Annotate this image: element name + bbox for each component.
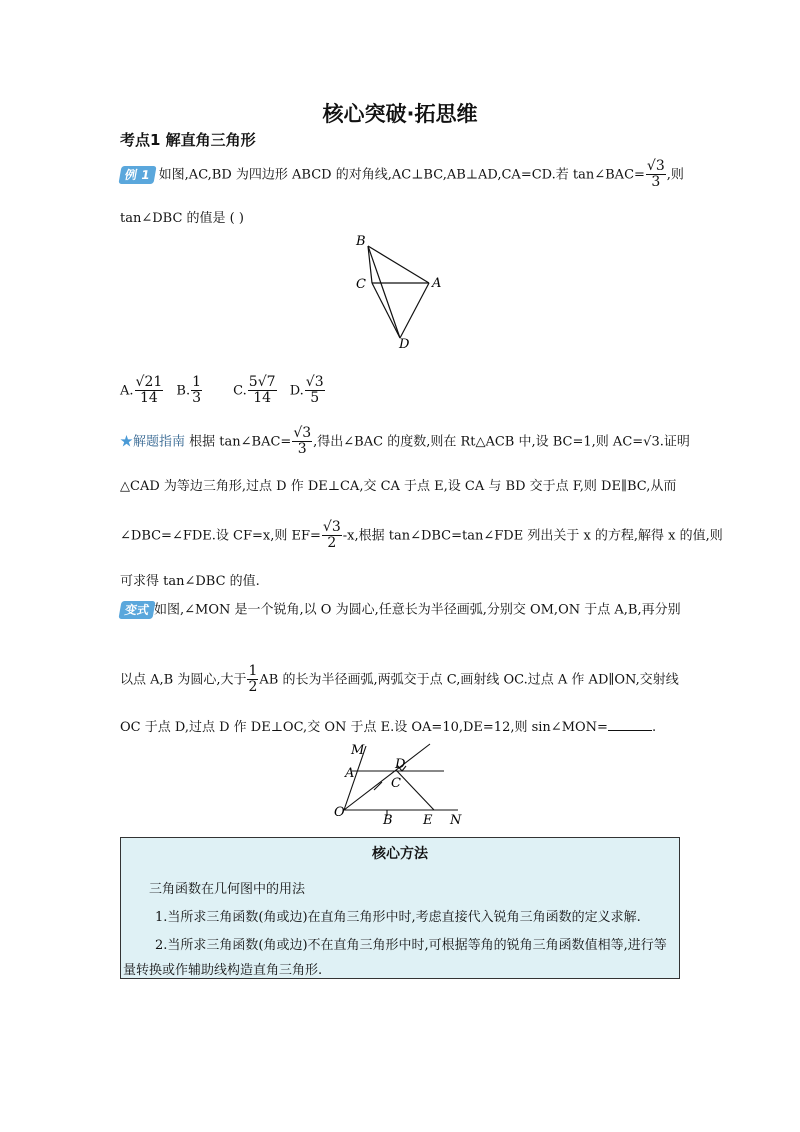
segment-ad	[400, 283, 429, 338]
guide-fraction-3	[322, 520, 342, 552]
quadrilateral-figure	[350, 232, 450, 352]
section-heading: 考点1 解直角三角形	[120, 131, 256, 149]
segment-cd	[372, 283, 400, 338]
option-a-fraction	[135, 375, 164, 407]
option-b-num: 1	[192, 374, 202, 390]
guide-line-4: 可求得 tan∠DBC 的值.	[120, 574, 260, 589]
option-a	[120, 375, 164, 407]
variant-tag: 变式	[118, 601, 155, 619]
variant-line-1	[120, 601, 681, 620]
guide-text-3b: -x,根据 tan∠DBC=tan∠FDE 列出关于 x 的方程,解得 x 的值,则	[342, 528, 723, 544]
option-d-den: 5	[310, 390, 320, 407]
option-a-den: 14	[139, 390, 158, 407]
variant-text-2b: AB 的长为半径画弧,两弧交于点 C,画射线 OC.过点 A 作 AD∥ON,交射线	[259, 672, 679, 688]
guide-fraction-3-den: 2	[327, 535, 337, 552]
option-d	[290, 375, 326, 407]
label-d: D	[399, 337, 410, 352]
fraction-denominator: 3	[651, 174, 661, 191]
guide-line-2: △CAD 为等边三角形,过点 D 作 DE⊥CA,交 CA 于点 E,设 CA 与 BD 交于点 F,则 DE∥BC,从而	[120, 479, 677, 494]
half-den: 2	[248, 679, 258, 696]
tan-bac-fraction	[646, 159, 666, 191]
guide-text-1b: ,得出∠BAC 的度数,则在 Rt△ACB 中,设 BC=1,则 AC=√3.证明	[313, 434, 690, 450]
guide-fraction-3-num: √3	[322, 519, 341, 535]
star-icon: ★	[120, 434, 134, 450]
option-b-label: B.	[176, 383, 191, 399]
variant-line-2	[120, 664, 679, 696]
variant-text-1: 如图,∠MON 是一个锐角,以 O 为圆心,任意长为半径画弧,分别交 OM,ON 于点 A,B,再分别	[154, 602, 681, 618]
example-text-1-end: ,则	[666, 167, 684, 183]
example-line-1	[120, 159, 684, 191]
option-b-fraction	[191, 375, 202, 407]
guide-fraction-1-num: √3	[293, 425, 312, 441]
option-a-num: √21	[135, 374, 163, 390]
segment-de	[396, 770, 434, 810]
guide-line-3	[120, 520, 723, 552]
label-o: O	[334, 805, 345, 820]
half-fraction	[247, 664, 258, 696]
angle-figure	[330, 738, 470, 828]
label-e: E	[423, 813, 433, 828]
core-method-item-2: 2.当所求三角函数(角或边)不在直角三角形中时,可根据等角的锐角三角函数值相等,进行等	[155, 938, 667, 953]
core-method-intro: 三角函数在几何图中的用法	[149, 882, 306, 897]
option-c-num: 5√7	[248, 374, 276, 390]
label-a2: A	[345, 766, 355, 781]
option-d-num: √3	[305, 374, 324, 390]
guide-label: 解题指南	[133, 434, 186, 450]
guide-text-1a: 根据 tan∠BAC=	[189, 434, 292, 450]
label-d2: D	[395, 757, 406, 772]
variant-text-3-end: .	[651, 720, 657, 735]
label-c2: C	[391, 776, 401, 791]
core-method-item-1: 1.当所求三角函数(角或边)在直角三角形中时,考虑直接代入锐角三角函数的定义求解.	[155, 910, 641, 925]
example-text-1: 如图,AC,BD 为四边形 ABCD 的对角线,AC⊥BC,AB⊥AD,CA=CD.若 tan∠BAC=	[158, 167, 645, 183]
option-c-label: C.	[233, 383, 247, 399]
answer-blank[interactable]	[608, 718, 652, 731]
option-d-fraction	[305, 375, 325, 407]
guide-line-1	[120, 426, 690, 458]
guide-fraction-1	[292, 426, 312, 458]
segment-ba	[368, 246, 429, 283]
guide-text-3a: ∠DBC=∠FDE.设 CF=x,则 EF=	[120, 528, 321, 544]
example-line-2: tan∠DBC 的值是 ( )	[120, 211, 244, 226]
page-title: 核心突破·拓思维	[322, 102, 478, 126]
option-a-label: A.	[120, 383, 134, 399]
variant-text-2a: 以点 A,B 为圆心,大于	[120, 672, 247, 688]
core-method-item-2-cont: 量转换或作辅助线构造直角三角形.	[123, 963, 323, 978]
variant-text-3: OC 于点 D,过点 D 作 DE⊥OC,交 ON 于点 E.设 OA=10,DE=12,则 sin∠MON=	[120, 720, 608, 735]
option-c-den: 14	[253, 390, 272, 407]
label-n: N	[450, 813, 462, 828]
label-c: C	[356, 277, 366, 292]
half-num: 1	[248, 663, 258, 679]
variant-line-3	[120, 718, 656, 737]
core-method-title: 核心方法	[372, 846, 428, 862]
option-d-label: D.	[289, 383, 304, 399]
segment-bd	[368, 246, 400, 338]
fraction-numerator: √3	[646, 158, 665, 174]
option-b-den: 3	[192, 390, 202, 407]
label-b: B	[356, 234, 366, 249]
core-method-box	[120, 837, 680, 979]
label-b2: B	[383, 813, 393, 828]
option-b	[176, 375, 203, 407]
option-c	[233, 375, 277, 407]
label-a: A	[432, 276, 442, 291]
label-m: M	[351, 743, 365, 758]
example-tag: 例 1	[118, 166, 156, 184]
guide-fraction-1-den: 3	[297, 441, 307, 458]
option-c-fraction	[248, 375, 277, 407]
options-row	[120, 375, 334, 407]
